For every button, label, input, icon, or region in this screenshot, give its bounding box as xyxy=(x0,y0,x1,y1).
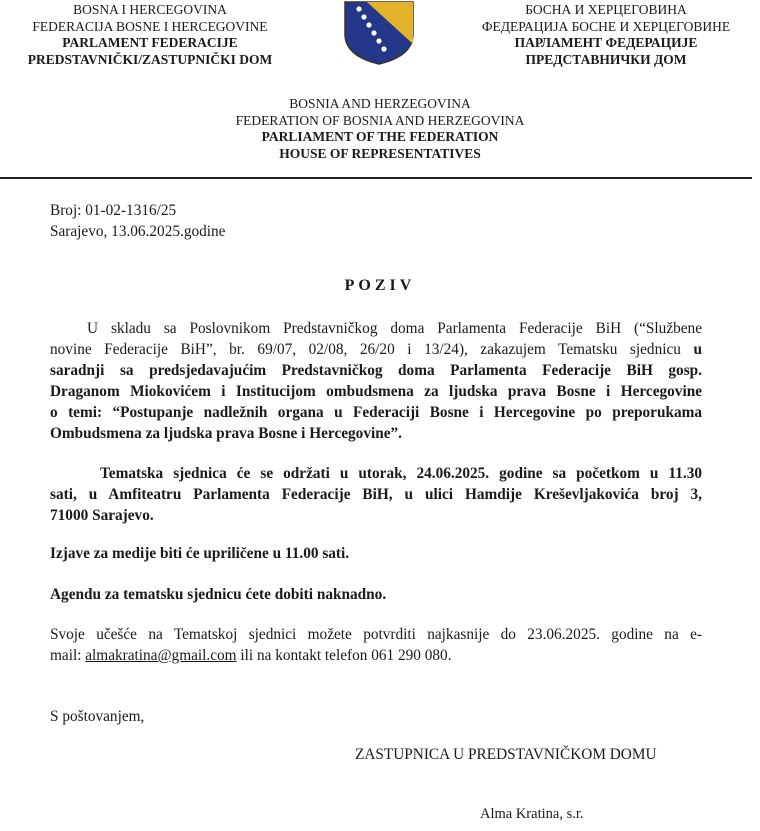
header-left xyxy=(0,2,300,68)
header-right xyxy=(452,2,760,68)
email-link[interactable]: almakratina@gmail.com xyxy=(85,647,237,664)
paragraph-line xyxy=(50,645,702,666)
paragraph-line: 71000 Sarajevo. xyxy=(50,507,154,524)
header-divider xyxy=(0,177,752,179)
paragraph-session-details xyxy=(50,463,702,526)
paragraph-line xyxy=(50,339,702,360)
header-center-line: HOUSE OF REPRESENTATIVES xyxy=(279,145,481,161)
paragraph-confirmation xyxy=(50,624,702,666)
header-center-line: FEDERATION OF BOSNIA AND HERZEGOVINA xyxy=(235,112,525,128)
document-place-date: Sarajevo, 13.06.2025.godine xyxy=(50,223,226,240)
header-left-line: BOSNA I HERCEGOVINA xyxy=(73,2,227,17)
paragraph-agenda: Agendu za tematsku sjednicu ćete dobiti naknadno. xyxy=(50,586,387,603)
header-left-line: PREDSTAVNIČKI/ZASTUPNIČKI DOM xyxy=(27,51,273,67)
paragraph-media: Izjave za medije biti će upriličene u 11.00 sati. xyxy=(50,545,350,562)
document-number: Broj: 01-02-1316/25 xyxy=(50,202,177,219)
paragraph-text: novine Federacije BiH”, br. 69/07, 02/08, 26/20 i 13/24), zakazujem Tematsku sjednicu xyxy=(50,341,681,358)
header-left-line: FEDERACIJA BOSNE I HERCEGOVINE xyxy=(32,18,268,34)
paragraph-line: Ombudsmena za ljudska prava Bosne i Hercegovine”. xyxy=(50,425,402,442)
coat-of-arms-icon xyxy=(337,0,421,66)
header-center-line: BOSNIA AND HERZEGOVINA xyxy=(289,96,471,111)
header-right-line: БОСНА И ХЕРЦЕГОВИНА xyxy=(525,2,687,17)
paragraph-text-bold: u xyxy=(680,341,702,358)
signature-role: ZASTUPNICA U PREDSTAVNIČKOM DOMU xyxy=(355,746,657,763)
document-title: POZIV xyxy=(344,277,416,294)
greeting: S poštovanjem, xyxy=(50,708,145,725)
header-right-line: ПАРЛАМЕНТ ФЕДЕРАЦИЈЕ xyxy=(514,35,698,50)
header-left-line: PARLAMENT FEDERACIJE xyxy=(62,35,238,50)
paragraph-line: Svoje učešće na Tematskoj sjednici možete potvrditi najkasnije do 23.06.2025. godine na e- xyxy=(50,626,702,643)
paragraph-text: mail: xyxy=(50,647,86,664)
paragraph-line: Tematska sjednica će se održati u utorak, 24.06.2025. godine sa početkom u 11.30 xyxy=(100,465,702,482)
paragraph-line: sati, u Amfiteatru Parlamenta Federacije BiH, u ulici Hamdije Kreševljakovića broj 3, xyxy=(50,486,702,503)
paragraph-text: ili na kontakt telefon 061 290 080. xyxy=(236,647,452,664)
signature-name: Alma Kratina, s.r. xyxy=(480,806,584,822)
paragraph-line: saradnji sa predsjedavajućim Predstavničkog doma Parlamenta Federacije BiH gosp. xyxy=(50,362,702,379)
header-right-line: ФЕДЕРАЦИЈА БОСНЕ И ХЕРЦЕГОВИНЕ xyxy=(481,18,731,34)
header-center-line: PARLIAMENT OF THE FEDERATION xyxy=(261,129,499,144)
paragraph-line: o temi: “Postupanje nadležnih organa u Federaciji Bosne i Hercegovine po preporukama xyxy=(50,404,702,421)
paragraph-intro xyxy=(50,318,702,444)
paragraph-line: U skladu sa Poslovnikom Predstavničkog doma Parlamenta Federacije BiH (“Službene xyxy=(87,320,702,337)
header-center xyxy=(150,96,610,162)
header-right-line: ПРЕДСТАВНИЧКИ ДОМ xyxy=(525,51,687,67)
paragraph-line: Draganom Miokovićem i Institucijom ombudsmena za ljudska prava Bosne i Hercegovine xyxy=(50,383,702,400)
document-meta xyxy=(50,200,225,242)
